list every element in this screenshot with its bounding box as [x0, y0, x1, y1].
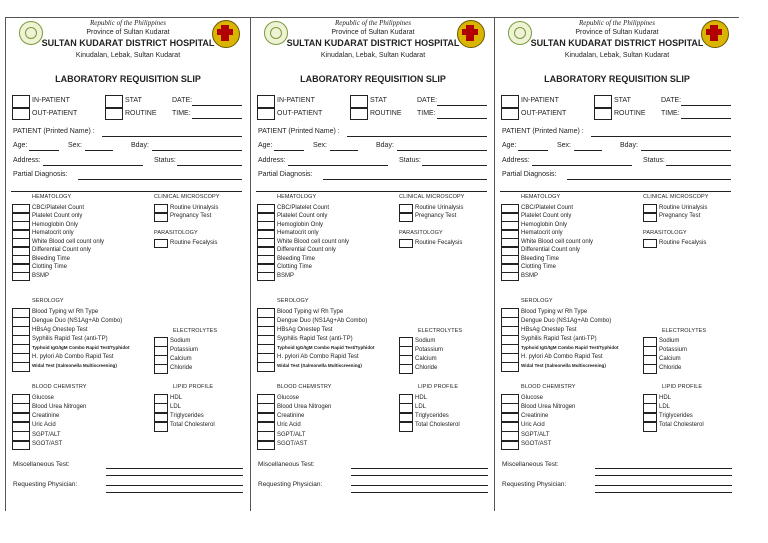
hematology-checkbox[interactable] [12, 272, 30, 281]
serology-item: Dengue Duo (NS1Ag+Ab Combo) [521, 317, 612, 324]
diagnosis-field[interactable] [78, 179, 242, 180]
electrolytes-item: Potassium [659, 346, 688, 353]
serology-item: HBsAg Onestep Test [277, 326, 333, 333]
serology-item: HBsAg Onestep Test [521, 326, 577, 333]
hematology-item: BSMP [521, 272, 539, 279]
hospital-name: SULTAN KUDARAT DISTRICT HOSPITAL [530, 38, 704, 48]
bday-field[interactable] [641, 150, 731, 151]
blood-chemistry-item: Blood Urea Nitrogen [277, 403, 332, 410]
electrolytes-item: Chloride [170, 364, 193, 371]
hematology-checkbox[interactable] [501, 272, 519, 281]
lipid-profile-heading: LIPID PROFILE [173, 384, 214, 390]
physician-field-2[interactable] [595, 492, 732, 493]
hematology-item: Hemoglobin Only [32, 221, 79, 228]
hematology-item: Bleeding Time [521, 255, 560, 262]
province-text: Province of Sultan Kudarat [331, 29, 415, 36]
misc-test-field-2[interactable] [351, 475, 488, 476]
slip-title: LABORATORY REQUISITION SLIP [544, 74, 690, 84]
separator-line [256, 191, 487, 192]
clinical-microscopy-checkbox[interactable] [399, 213, 413, 222]
province-text: Province of Sultan Kudarat [575, 29, 659, 36]
serology-item: H. pylori Ab Combo Rapid Test [32, 353, 114, 360]
blood-chemistry-item: SGPT/ALT [521, 431, 550, 438]
blood-chemistry-item: Creatinine [277, 413, 305, 420]
hematology-item: CBC/Platelet Count [277, 204, 330, 211]
hospital-address: Kinudalan, Lebak, Sultan Kudarat [320, 52, 426, 59]
patient-name-label: PATIENT (Printed Name) : [13, 128, 95, 135]
parasitology-heading: PARASITOLOGY [399, 230, 443, 236]
lipid-profile-item: Total Cholesterol [170, 422, 215, 429]
serology-item: Widal Test (Salmonella Multiscreening) [521, 362, 606, 368]
lipid-profile-checkbox[interactable] [399, 422, 413, 432]
age-field[interactable] [518, 150, 548, 151]
bday-label: Bday: [620, 142, 638, 149]
separator-line [11, 191, 242, 192]
patient-name-label: PATIENT (Printed Name) : [258, 128, 340, 135]
lipid-profile-item: HDL [659, 394, 672, 401]
hematology-item: BSMP [32, 272, 50, 279]
date-label: DATE: [417, 97, 438, 104]
hematology-item: Hematocrit only [32, 230, 74, 237]
electrolytes-checkbox[interactable] [399, 364, 413, 374]
blood-chemistry-item: Glucose [521, 394, 544, 401]
serology-heading: SEROLOGY [277, 298, 309, 304]
blood-chemistry-item: Glucose [277, 394, 300, 401]
hematology-item: BSMP [277, 272, 295, 279]
physician-field-2[interactable] [351, 492, 488, 493]
stat-label: STAT [614, 97, 631, 104]
out-patient-checkbox[interactable] [501, 108, 519, 120]
date-label: DATE: [661, 97, 682, 104]
blood-chemistry-heading: BLOOD CHEMISTRY [32, 384, 87, 390]
clinical-microscopy-heading: CLINICAL MICROSCOPY [399, 194, 465, 200]
serology-item: Syphilis Rapid Test (anti-TP) [32, 335, 108, 342]
in-patient-label: IN-PATIENT [32, 97, 70, 104]
electrolytes-heading: ELECTROLYTES [173, 328, 218, 334]
hematology-heading: HEMATOLOGY [277, 194, 317, 200]
out-patient-label: OUT-PATIENT [277, 110, 323, 117]
blood-chemistry-item: SGOT/AST [521, 441, 552, 447]
clinical-microscopy-item: Pregnancy Test [170, 213, 212, 219]
serology-item: Blood Typing w/ Rh Type [32, 308, 99, 315]
hematology-item: Hematocrit only [277, 230, 319, 237]
time-field[interactable] [192, 118, 242, 119]
electrolytes-item: Chloride [659, 364, 682, 371]
clinical-microscopy-item: Routine Urinalysis [170, 204, 219, 211]
requisition-slip-2 [250, 17, 495, 511]
stat-checkbox[interactable] [350, 95, 368, 108]
in-patient-checkbox[interactable] [12, 95, 30, 108]
in-patient-checkbox[interactable] [257, 95, 275, 108]
routine-checkbox[interactable] [350, 108, 368, 120]
physician-field-1[interactable] [595, 485, 732, 486]
lipid-profile-checkbox[interactable] [643, 422, 657, 432]
routine-label: ROUTINE [125, 110, 157, 117]
serology-item: Dengue Duo (NS1Ag+Ab Combo) [277, 317, 368, 324]
address-label: Address: [502, 157, 530, 164]
serology-checkbox[interactable] [257, 362, 275, 372]
electrolytes-item: Calcium [659, 355, 681, 362]
hematology-item: Hemoglobin Only [277, 221, 324, 228]
hematology-item: White Blood cell count only [277, 238, 350, 245]
hematology-checkbox[interactable] [257, 272, 275, 281]
parasitology-checkbox[interactable] [643, 239, 657, 248]
patient-name-field[interactable] [347, 136, 487, 137]
sex-field[interactable] [574, 150, 602, 151]
electrolytes-item: Chloride [415, 364, 438, 371]
misc-test-field-1[interactable] [106, 468, 243, 469]
status-field[interactable] [422, 165, 487, 166]
separator-line [500, 191, 731, 192]
clinical-microscopy-item: Pregnancy Test [415, 213, 457, 219]
time-field[interactable] [437, 118, 487, 119]
blood-chemistry-checkbox[interactable] [501, 441, 519, 451]
patient-name-field[interactable] [102, 136, 242, 137]
electrolytes-item: Potassium [170, 346, 199, 353]
lipid-profile-item: Triglycerides [170, 413, 204, 420]
hematology-item: Bleeding Time [32, 255, 71, 262]
serology-item: HBsAg Onestep Test [32, 326, 88, 333]
blood-chemistry-item: SGPT/ALT [32, 431, 61, 438]
hematology-item: CBC/Platelet Count [32, 204, 85, 211]
misc-test-field-2[interactable] [106, 475, 243, 476]
requisition-slip-1 [5, 17, 250, 511]
out-patient-checkbox[interactable] [12, 108, 30, 120]
electrolytes-heading: ELECTROLYTES [662, 328, 707, 334]
hematology-item: Clotting Time [277, 264, 313, 271]
blood-chemistry-item: Creatinine [32, 413, 60, 420]
misc-test-field-1[interactable] [351, 468, 488, 469]
stat-label: STAT [370, 97, 387, 104]
republic-text: Republic of the Philippines [334, 19, 411, 27]
serology-item: Widal Test (Salmonella Multiscreening) [277, 362, 362, 368]
misc-test-label: Miscellaneous Test: [502, 461, 559, 468]
blood-chemistry-checkbox[interactable] [257, 441, 275, 451]
status-label: Status: [643, 157, 665, 164]
bday-label: Bday: [131, 142, 149, 149]
serology-item: Typhoid IgG/IgM Combo Rapid Test/Typhidot [521, 344, 619, 350]
lipid-profile-item: HDL [415, 394, 428, 401]
misc-test-field-1[interactable] [595, 468, 732, 469]
bday-field[interactable] [152, 150, 242, 151]
hematology-item: CBC/Platelet Count [521, 204, 574, 211]
sex-label: Sex: [557, 142, 572, 149]
blood-chemistry-checkbox[interactable] [12, 441, 30, 451]
date-field[interactable] [437, 105, 487, 106]
lipid-profile-checkbox[interactable] [154, 422, 168, 432]
republic-text: Republic of the Philippines [89, 19, 166, 27]
parasitology-item: Routine Fecalysis [659, 239, 707, 246]
age-field[interactable] [29, 150, 59, 151]
electrolytes-item: Calcium [415, 355, 437, 362]
status-label: Status: [154, 157, 176, 164]
address-field[interactable] [288, 165, 388, 166]
address-label: Address: [258, 157, 286, 164]
blood-chemistry-checkbox[interactable] [501, 431, 519, 441]
serology-item: Dengue Duo (NS1Ag+Ab Combo) [32, 317, 123, 324]
hospital-address: Kinudalan, Lebak, Sultan Kudarat [564, 52, 670, 59]
serology-item: H. pylori Ab Combo Rapid Test [277, 353, 359, 360]
slip-title: LABORATORY REQUISITION SLIP [300, 74, 446, 84]
serology-item: Widal Test (Salmonella Multiscreening) [32, 362, 117, 368]
blood-chemistry-item: Blood Urea Nitrogen [32, 403, 87, 410]
requesting-physician-label: Requesting Physician: [13, 481, 78, 488]
stat-label: STAT [125, 97, 142, 104]
clinical-microscopy-item: Routine Urinalysis [659, 204, 708, 211]
serology-item: Blood Typing w/ Rh Type [277, 308, 344, 315]
time-label: TIME: [661, 110, 680, 117]
hematology-item: Platelet Count only [277, 213, 328, 220]
stat-checkbox[interactable] [594, 95, 612, 108]
hematology-item: Differential Count only [277, 247, 336, 254]
blood-chemistry-item: Blood Urea Nitrogen [521, 403, 576, 410]
time-field[interactable] [681, 118, 731, 119]
address-field[interactable] [43, 165, 143, 166]
serology-item: Blood Typing w/ Rh Type [521, 308, 588, 315]
parasitology-checkbox[interactable] [154, 239, 168, 248]
lipid-profile-heading: LIPID PROFILE [418, 384, 459, 390]
serology-checkbox[interactable] [501, 362, 519, 372]
physician-field-1[interactable] [351, 485, 488, 486]
blood-chemistry-item: SGPT/ALT [277, 431, 306, 438]
hematology-item: Bleeding Time [277, 255, 316, 262]
lipid-profile-item: LDL [415, 403, 427, 410]
electrolytes-heading: ELECTROLYTES [418, 328, 463, 334]
serology-item: H. pylori Ab Combo Rapid Test [521, 353, 603, 360]
electrolytes-item: Sodium [415, 337, 436, 344]
hematology-item: Hematocrit only [521, 230, 563, 237]
physician-field-1[interactable] [106, 485, 243, 486]
hospital-address: Kinudalan, Lebak, Sultan Kudarat [75, 52, 181, 59]
sex-field[interactable] [85, 150, 113, 151]
time-label: TIME: [417, 110, 436, 117]
clinical-microscopy-heading: CLINICAL MICROSCOPY [154, 194, 220, 200]
diagnosis-label: Partial Diagnosis: [502, 171, 557, 178]
electrolytes-item: Sodium [170, 337, 191, 344]
address-field[interactable] [532, 165, 632, 166]
serology-item: Typhoid IgG/IgM Combo Rapid Test/Typhidot [32, 344, 130, 350]
diagnosis-label: Partial Diagnosis: [258, 171, 313, 178]
routine-checkbox[interactable] [105, 108, 123, 120]
parasitology-item: Routine Fecalysis [415, 239, 463, 246]
blood-chemistry-item: Glucose [32, 394, 55, 401]
republic-text: Republic of the Philippines [578, 19, 655, 27]
sex-label: Sex: [68, 142, 83, 149]
stat-checkbox[interactable] [105, 95, 123, 108]
lipid-profile-item: Triglycerides [415, 413, 449, 420]
out-patient-label: OUT-PATIENT [521, 110, 567, 117]
lipid-profile-item: HDL [170, 394, 183, 401]
parasitology-checkbox[interactable] [399, 239, 413, 248]
lipid-profile-heading: LIPID PROFILE [662, 384, 703, 390]
hematology-item: Platelet Count only [32, 213, 83, 220]
date-label: DATE: [172, 97, 193, 104]
requesting-physician-label: Requesting Physician: [258, 481, 323, 488]
date-field[interactable] [681, 105, 731, 106]
lipid-profile-item: Total Cholesterol [415, 422, 460, 429]
electrolytes-item: Calcium [170, 355, 192, 362]
serology-item: Typhoid IgG/IgM Combo Rapid Test/Typhidot [277, 344, 375, 350]
hospital-name: SULTAN KUDARAT DISTRICT HOSPITAL [41, 38, 215, 48]
slip-top-border [495, 17, 739, 18]
address-label: Address: [13, 157, 41, 164]
physician-field-2[interactable] [106, 492, 243, 493]
patient-name-label: PATIENT (Printed Name) : [502, 128, 584, 135]
slip-top-border [6, 17, 250, 18]
blood-chemistry-item: Creatinine [521, 413, 549, 420]
serology-heading: SEROLOGY [32, 298, 64, 304]
out-patient-label: OUT-PATIENT [32, 110, 78, 117]
serology-item: Syphilis Rapid Test (anti-TP) [277, 335, 353, 342]
electrolytes-checkbox[interactable] [643, 364, 657, 374]
misc-test-label: Miscellaneous Test: [13, 461, 70, 468]
blood-chemistry-heading: BLOOD CHEMISTRY [277, 384, 332, 390]
blood-chemistry-checkbox[interactable] [12, 431, 30, 441]
clinical-microscopy-item: Pregnancy Test [659, 213, 701, 219]
age-label: Age: [502, 142, 517, 149]
serology-item: Syphilis Rapid Test (anti-TP) [521, 335, 597, 342]
out-patient-checkbox[interactable] [257, 108, 275, 120]
requisition-slip-3 [494, 17, 739, 511]
slip-title: LABORATORY REQUISITION SLIP [55, 74, 201, 84]
electrolytes-checkbox[interactable] [154, 364, 168, 374]
clinical-microscopy-checkbox[interactable] [643, 213, 657, 222]
status-field[interactable] [177, 165, 242, 166]
hematology-item: Clotting Time [32, 264, 68, 271]
bday-field[interactable] [397, 150, 487, 151]
clinical-microscopy-heading: CLINICAL MICROSCOPY [643, 194, 709, 200]
hematology-heading: HEMATOLOGY [32, 194, 72, 200]
parasitology-heading: PARASITOLOGY [643, 230, 687, 236]
routine-checkbox[interactable] [594, 108, 612, 120]
blood-chemistry-item: SGOT/AST [277, 441, 308, 447]
clinical-microscopy-checkbox[interactable] [154, 213, 168, 222]
date-field[interactable] [192, 105, 242, 106]
requesting-physician-label: Requesting Physician: [502, 481, 567, 488]
patient-name-field[interactable] [591, 136, 731, 137]
in-patient-checkbox[interactable] [501, 95, 519, 108]
hematology-item: White Blood cell count only [32, 238, 105, 245]
misc-test-label: Miscellaneous Test: [258, 461, 315, 468]
hospital-name: SULTAN KUDARAT DISTRICT HOSPITAL [286, 38, 460, 48]
hematology-item: Clotting Time [521, 264, 557, 271]
diagnosis-label: Partial Diagnosis: [13, 171, 68, 178]
time-label: TIME: [172, 110, 191, 117]
hematology-item: Differential Count only [521, 247, 580, 254]
electrolytes-item: Potassium [415, 346, 444, 353]
age-field[interactable] [274, 150, 304, 151]
routine-label: ROUTINE [614, 110, 646, 117]
bday-label: Bday: [376, 142, 394, 149]
sex-label: Sex: [313, 142, 328, 149]
blood-chemistry-item: Uric Acid [32, 422, 56, 429]
age-label: Age: [13, 142, 28, 149]
blood-chemistry-item: Uric Acid [277, 422, 301, 429]
blood-chemistry-item: Uric Acid [521, 422, 545, 429]
diagnosis-field[interactable] [567, 179, 731, 180]
province-text: Province of Sultan Kudarat [86, 29, 170, 36]
in-patient-label: IN-PATIENT [277, 97, 315, 104]
lipid-profile-item: Total Cholesterol [659, 422, 704, 429]
status-label: Status: [399, 157, 421, 164]
hematology-item: Platelet Count only [521, 213, 572, 220]
misc-test-field-2[interactable] [595, 475, 732, 476]
status-field[interactable] [666, 165, 731, 166]
blood-chemistry-item: SGOT/AST [32, 441, 63, 447]
hematology-item: White Blood cell count only [521, 238, 594, 245]
lipid-profile-item: LDL [659, 403, 671, 410]
lipid-profile-item: LDL [170, 403, 182, 410]
sex-field[interactable] [330, 150, 358, 151]
blood-chemistry-heading: BLOOD CHEMISTRY [521, 384, 576, 390]
serology-heading: SEROLOGY [521, 298, 553, 304]
clinical-microscopy-item: Routine Urinalysis [415, 204, 464, 211]
in-patient-label: IN-PATIENT [521, 97, 559, 104]
routine-label: ROUTINE [370, 110, 402, 117]
hematology-heading: HEMATOLOGY [521, 194, 561, 200]
blood-chemistry-checkbox[interactable] [257, 431, 275, 441]
serology-checkbox[interactable] [12, 362, 30, 372]
electrolytes-item: Sodium [659, 337, 680, 344]
age-label: Age: [258, 142, 273, 149]
slip-top-border [251, 17, 495, 18]
parasitology-item: Routine Fecalysis [170, 239, 218, 246]
parasitology-heading: PARASITOLOGY [154, 230, 198, 236]
hematology-item: Differential Count only [32, 247, 91, 254]
lipid-profile-item: Triglycerides [659, 413, 693, 420]
hematology-item: Hemoglobin Only [521, 221, 568, 228]
diagnosis-field[interactable] [323, 179, 487, 180]
